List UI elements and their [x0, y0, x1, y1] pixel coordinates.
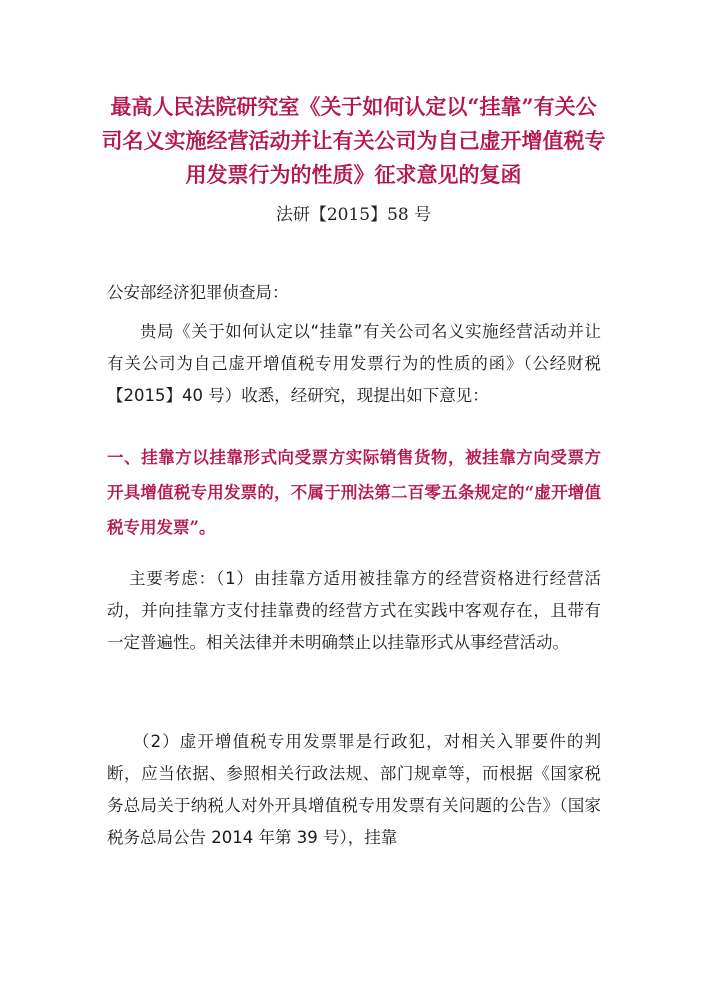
salutation: 公安部经济犯罪侦查局： [107, 283, 289, 302]
reason-two-paragraph: （2）虚开增值税专用发票罪是行政犯，对相关入罪要件的判断，应当依据、参照相关行政法规、部门规章等，而根据《国家税务总局关于纳税人对外开具增值税专用发票有关问题的公告》（国家税务总局公告 2014 年第 39 号），挂靠 [107, 732, 601, 847]
document-number: 法研【2015】58 号 [275, 205, 432, 225]
reason-one-paragraph: 主要考虑：（1）由挂靠方适用被挂靠方的经营资格进行经营活动，并向挂靠方支付挂靠费的经营方式在实践中客观存在，且带有一定普遍性。相关法律并未明确禁止以挂靠形式从事经营活动。 [107, 569, 601, 652]
intro-paragraph: 贵局《关于如何认定以“挂靠”有关公司名义实施经营活动并让有关公司为自己虚开增值税专用发票行为的性质的函》（公经财税【2015】40 号）收悉，经研究，现提出如下意见： [107, 322, 601, 405]
document-title: 最高人民法院研究室《关于如何认定以“挂靠”有关公司名义实施经营活动并让有关公司为自己虚开增值税专用发票行为的性质》征求意见的复函 [101, 94, 606, 187]
section-heading-one: 一、挂靠方以挂靠形式向受票方实际销售货物，被挂靠方向受票方开具增值税专用发票的，不属于刑法第二百零五条规定的“虚开增值税专用发票”。 [107, 448, 601, 537]
